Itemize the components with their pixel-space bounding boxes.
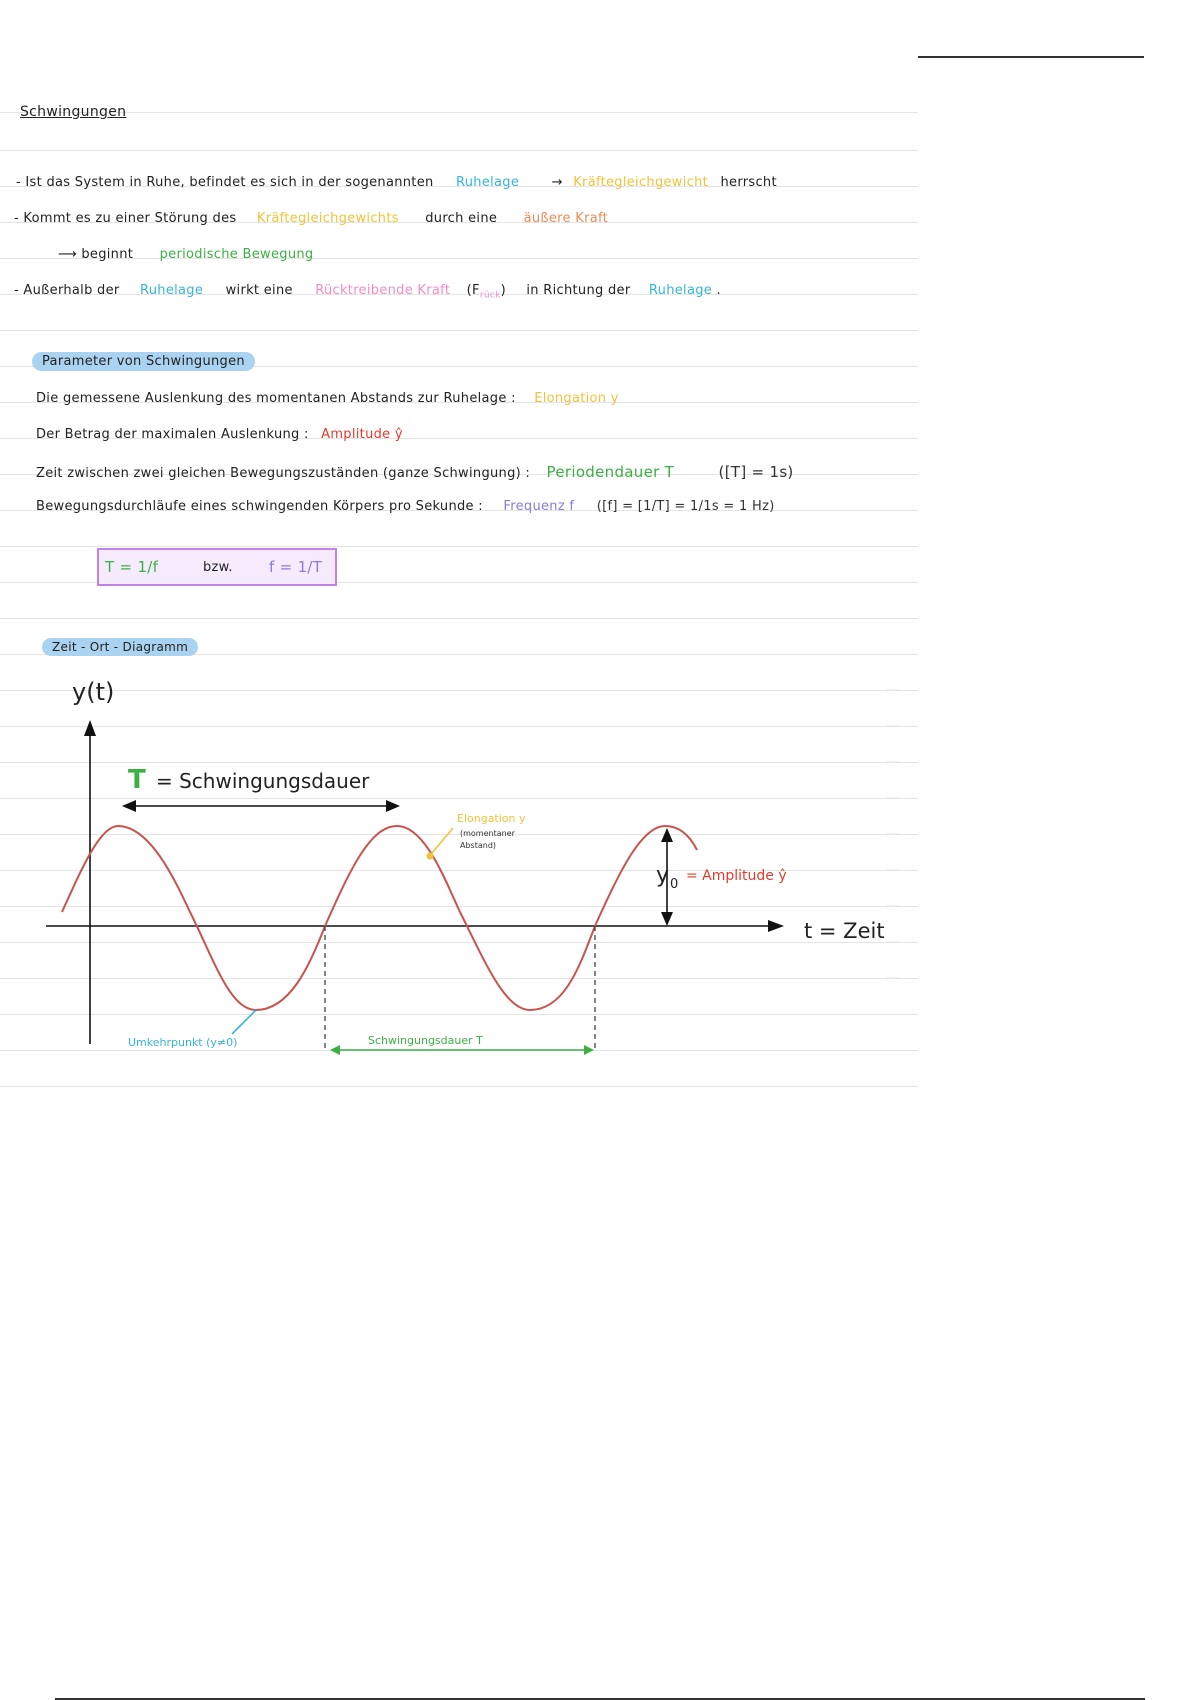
t-axis-arrow-icon <box>768 920 784 932</box>
keyword-periodische-bewegung: periodische Bewegung <box>159 247 314 262</box>
unit-frequenz: ([f] = [1/T] = 1/1s = 1 Hz) <box>596 499 775 514</box>
formula-separator: bzw. <box>203 560 233 575</box>
y-axis-label: y(t) <box>72 678 115 706</box>
period-mark: . <box>716 283 721 298</box>
t-axis-label: t = Zeit <box>804 919 885 943</box>
period-symbol: T <box>128 765 146 795</box>
zeit-ort-diagram <box>0 670 900 1090</box>
amplitude-note: = Amplitude ŷ <box>686 868 787 884</box>
period-label: = Schwingungsdauer <box>156 769 370 793</box>
intro-text: - Außerhalb der <box>14 283 120 298</box>
keyword-kraeftegleichgewicht: Kräftegleichgewichts <box>256 211 399 226</box>
amplitude-arrow-bottom-icon <box>661 912 673 926</box>
force-subscript: rück <box>479 290 501 301</box>
elongation-point <box>427 853 434 860</box>
intro-line-1 <box>16 175 777 190</box>
param-row-elongation <box>36 391 619 406</box>
keyword-ruhelage: Ruhelage <box>648 283 713 298</box>
formula-frequency: f = 1/T <box>269 558 323 576</box>
param-text: Bewegungsdurchläufe eines schwingenden Körpers pro Sekunde : <box>36 499 483 514</box>
force-symbol-close: ) <box>500 283 506 298</box>
keyword-ruhelage: Ruhelage <box>455 175 520 190</box>
amplitude-symbol: y <box>656 863 670 888</box>
param-row-frequenz <box>36 499 775 514</box>
param-text: Der Betrag der maximalen Auslenkung : <box>36 427 309 442</box>
keyword-amplitude: Amplitude ŷ <box>321 427 403 442</box>
elongation-pointer <box>432 828 453 853</box>
amplitude-arrow-top-icon <box>661 828 673 842</box>
intro-text: - Kommt es zu einer Störung des <box>14 211 237 226</box>
period-arrow-right-icon <box>386 800 400 812</box>
diagram-right-rules <box>886 690 900 978</box>
keyword-aeussere-kraft: äußere Kraft <box>523 211 609 226</box>
header-rule <box>918 56 1144 58</box>
intro-line-3 <box>58 247 313 262</box>
keyword-frequenz: Frequenz f <box>503 499 575 514</box>
y-axis-arrow-icon <box>84 720 96 736</box>
intro-line-2 <box>14 211 608 226</box>
page-title: Schwingungen <box>20 104 127 120</box>
keyword-ruhelage: Ruhelage <box>140 283 204 298</box>
formula-box <box>97 548 337 586</box>
period-bottom-arrow-left-icon <box>330 1045 340 1055</box>
keyword-ruecktreibende-kraft: Rücktreibende Kraft <box>315 283 451 298</box>
force-symbol: (F <box>466 283 480 298</box>
formula-period: T = 1/f <box>105 558 159 576</box>
elongation-sub-1: (momentaner <box>460 829 515 838</box>
period-bottom-arrow-right-icon <box>584 1045 594 1055</box>
intro-text: durch eine <box>425 211 498 226</box>
intro-text: wirkt eine <box>225 283 293 298</box>
intro-text: - Ist das System in Ruhe, befindet es sich in der sogenannten <box>16 175 434 190</box>
elongation-sub-2: Abstand) <box>460 841 497 850</box>
keyword-periodendauer: Periodendauer T <box>546 463 675 481</box>
amplitude-subscript: 0 <box>670 877 679 892</box>
arrow-icon: → <box>551 175 563 190</box>
unit-periodendauer: ([T] = 1s) <box>718 463 794 481</box>
keyword-kraeftegleichgewicht: Kräftegleichgewicht <box>573 175 709 190</box>
section-heading-parameter: Parameter von Schwingungen <box>32 352 255 371</box>
lower-point-pointer <box>232 1010 256 1034</box>
intro-text: herrscht <box>720 175 777 190</box>
param-row-periodendauer <box>36 463 794 481</box>
sine-curve <box>62 826 697 1010</box>
lower-point-note: Umkehrpunkt (y≠0) <box>128 1036 238 1049</box>
intro-line-4 <box>14 283 721 301</box>
param-text: Die gemessene Auslenkung des momentanen Abstands zur Ruhelage : <box>36 391 516 406</box>
elongation-note: Elongation y <box>457 812 526 825</box>
keyword-elongation: Elongation y <box>534 391 619 406</box>
param-row-amplitude <box>36 427 403 442</box>
intro-text: ⟶ beginnt <box>58 247 134 262</box>
intro-text: in Richtung der <box>526 283 631 298</box>
section-heading-diagram: Zeit - Ort - Diagramm <box>42 638 198 656</box>
param-text: Zeit zwischen zwei gleichen Bewegungszuständen (ganze Schwingung) : <box>36 466 531 481</box>
period-bottom-note: Schwingungsdauer T <box>368 1034 483 1047</box>
period-arrow-left-icon <box>122 800 136 812</box>
